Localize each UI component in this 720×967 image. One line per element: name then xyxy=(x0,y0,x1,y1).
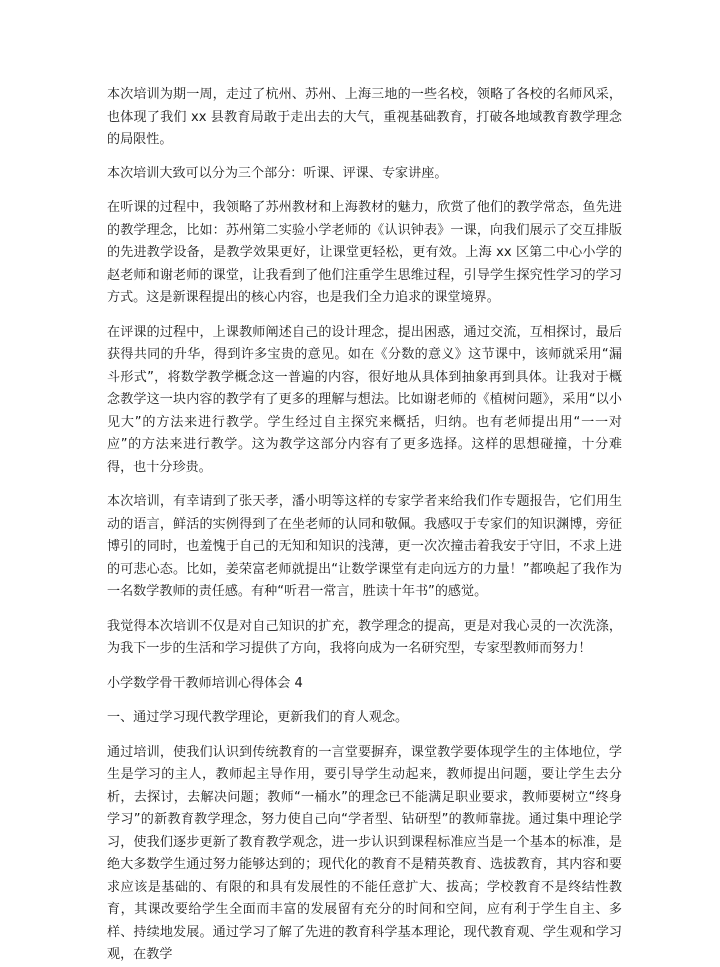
paragraph-theory: 通过培训，使我们认识到传统教育的一言堂要摒弃，课堂教学要体现学生的主体地位，学生是学习的主人，教师起主导作用，要引导学生动起来，教师提出问题，要让学生去分析，去探讨，去解决问题；教师“一桶水”的理念已不能满足职业要求，教师要树立“终身学习”的新教育教学理念，努力使自己向“学者型、钻研型”的教师靠拢。通过集中理论学习，使我们逐步更新了教育教学观念，进一步认识到课程标准应当是一个基本的标准，是绝大多数学生通过努力能够达到的；现代化的教育不是精英教育、选拔教育，其内容和要求应该是基础的、有限的和具有发展性的不能任意扩大、拔高；学校教育不是终结性教育，其课改要给学生全面而丰富的发展留有充分的时间和空间，应有利于学生自主、多样、持续地发展。通过学习了解了先进的教育科学基本理论，现代教育观、学生观和学习观，在教学 xyxy=(107,744,622,962)
paragraph-parts: 本次培训大致可以分为三个部分：听课、评课、专家讲座。 xyxy=(107,165,448,181)
subheading: 一、通过学习现代教学理论，更新我们的育人观念。 xyxy=(107,710,409,725)
paragraph-listening: 在听课的过程中，我领略了苏州教材和上海教材的魅力，欣赏了他们的教学常态，鱼先进的教学理念，比如：苏州第二实验小学老师的《认识钟表》一课，向我们展示了交互排版的先进教学设备，是教学效果更好，让课堂更轻松，更有效。上海 xx 区第二中心小学的赵老师和谢老师的课堂，让我看到了他们注重学生思维过程，引导学生探究性学习的学习方式。这是新课程提出的核心内容，也是我们全力追求的课堂境界。 xyxy=(107,200,622,305)
paragraph-intro: 本次培训为期一周，走过了杭州、苏州、上海三地的一些名校，领略了各校的名师风采，也体现了我们 xx 县教育局敢于走出去的大气，重视基础教育，打破各地域教育教学理念的局限性。 xyxy=(107,87,622,147)
paragraph-lectures: 本次培训，有幸请到了张天孝，潘小明等这样的专家学者来给我们作专题报告，它们用生动的语言，鲜活的实例得到了在坐老师的认同和敬佩。我感叹于专家们的知识渊博，旁征博引的同时，也羞愧于自己的无知和知识的浅薄，更一次次撞击着我安于守旧，不求上进的可悲心态。比如，姜荣富老师就提出“让数学课堂有走向远方的力量！”都唤起了我作为一名数学教师的责任感。有种“听君一常言，胜读十年书”的感觉。 xyxy=(107,494,622,599)
paragraph-evaluation: 在评课的过程中，上课教师阐述自己的设计理念，提出困惑，通过交流，互相探讨，最后获得共同的升华，得到许多宝贵的意见。如在《分数的意义》这节课中，该师就采用“漏斗形式”，将数学教学概念这一普遍的内容，很好地从具体到抽象再到具体。让我对于概念教学这一块内容的教学有了更多的理解与想法。比如谢老师的《植树问题》，采用“以小见大”的方法来进行教学。学生经过自主探究来概括，归纳。也有老师提出用“一一对应”的方法来进行教学。这为教学这部分内容有了更多选择。这样的思想碰撞，十分难得，也十分珍贵。 xyxy=(107,324,622,475)
paragraph-conclusion: 我觉得本次培训不仅是对自己知识的扩充，教学理念的提高，更是对我心灵的一次洗涤，为我下一步的生活和学习提供了方向，我将向成为一名研究型，专家型教师而努力！ xyxy=(107,618,622,656)
section-title: 小学数学骨干教师培训心得体会 4 xyxy=(107,675,303,691)
